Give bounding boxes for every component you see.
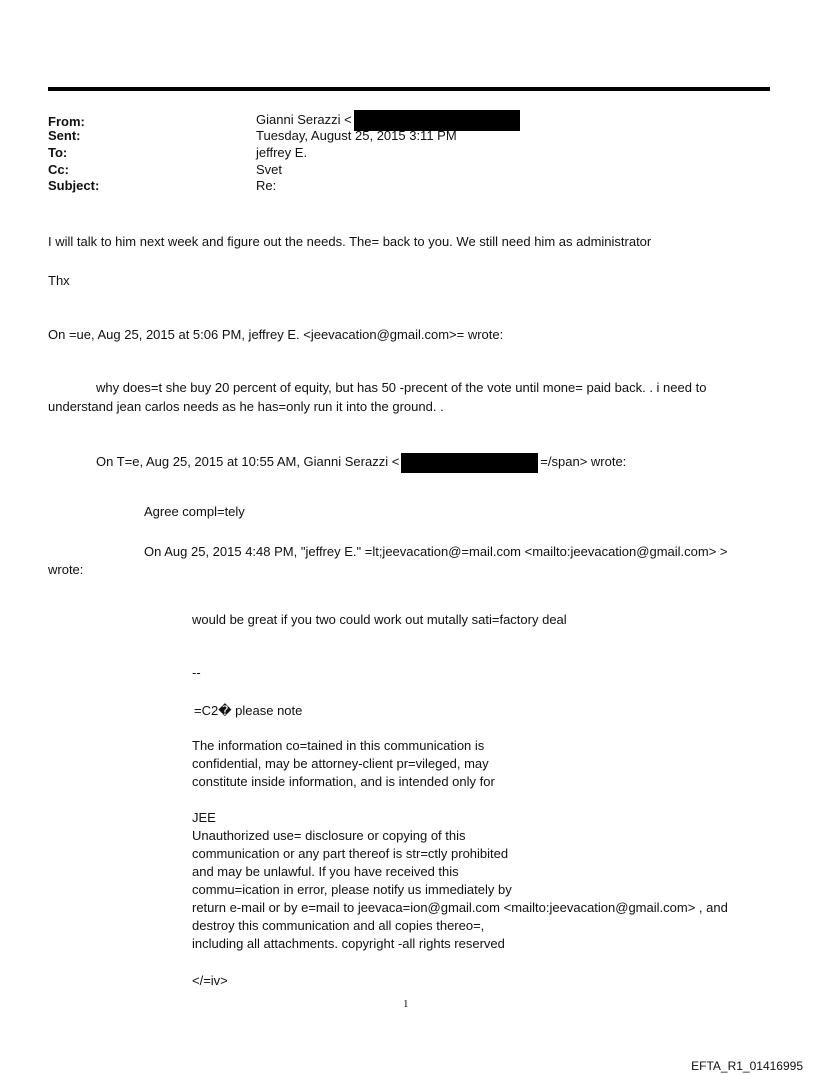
quote-header-row: [96, 452, 626, 473]
signature-dash: --: [192, 665, 201, 680]
from-label: From:: [48, 114, 85, 129]
quote-text: why does=t she buy 20 percent of equity, but has 50 -precent of the vote until mone= paid back. . i need to: [96, 380, 707, 395]
quote-header: On Aug 25, 2015 4:48 PM, "jeffrey E." =lt;jeevacation@=mail.com <mailto:jeevacation@gmail.com> >: [144, 544, 728, 559]
disclaimer-line: communication or any part thereof is str=ctly prohibited: [192, 846, 509, 861]
quote-text: understand jean carlos needs as he has=only run it into the ground. .: [48, 399, 444, 414]
disclaimer-line: The information co=tained in this communication is: [192, 738, 485, 753]
subject-value: Re:: [256, 178, 277, 193]
bates-number: EFTA_R1_01416995: [691, 1059, 803, 1073]
end-tag: </=iv>: [192, 973, 228, 988]
body-line: I will talk to him next week and figure out the needs. The= back to you. We still need him as administrator: [48, 234, 652, 249]
disclaimer-line: return e-mail or by e=mail to jeevaca=ion@gmail.com <mailto:jeevacation@gmail.com> , and: [192, 900, 728, 915]
sent-value: Tuesday, August 25, 2015 3:11 PM: [256, 128, 457, 143]
to-value: jeffrey E.: [256, 145, 308, 160]
header-rule: [48, 87, 770, 91]
cc-value: Svet: [256, 162, 283, 177]
to-label: To:: [48, 145, 68, 160]
disclaimer-block: [192, 809, 728, 953]
disclaimer-line: JEE: [192, 810, 216, 825]
disclaimer-line: commu=ication in error, please notify us immediately by: [192, 882, 512, 897]
sent-label: Sent:: [48, 128, 81, 143]
signature-note: =C2� please note: [194, 703, 303, 718]
disclaimer-line: including all attachments. copyright -all rights reserved: [192, 936, 505, 951]
disclaimer-line: destroy this communication and all copies thereo=,: [192, 918, 485, 933]
disclaimer-line: confidential, may be attorney-client pr=vileged, may: [192, 756, 489, 771]
cc-label: Cc:: [48, 162, 69, 177]
subject-label: Subject:: [48, 178, 100, 193]
quote-header: On =ue, Aug 25, 2015 at 5:06 PM, jeffrey E. <jeevacation@gmail.com>= wrote:: [48, 327, 504, 342]
from-value: Gianni Serazzi <: [256, 112, 352, 127]
quote-header: On T=e, Aug 25, 2015 at 10:55 AM, Gianni Serazzi <: [96, 454, 400, 469]
disclaimer-block: [192, 737, 495, 791]
redaction-box: [401, 453, 538, 473]
disclaimer-line: and may be unlawful. If you have received this: [192, 864, 459, 879]
disclaimer-line: constitute inside information, and is intended only for: [192, 774, 495, 789]
quote-text: would be great if you two could work out mutally sati=factory deal: [192, 612, 567, 627]
quote-header-tail: =/span> wrote:: [540, 454, 627, 469]
disclaimer-line: Unauthorized use= disclosure or copying of this: [192, 828, 466, 843]
body-thx: Thx: [48, 273, 70, 288]
page-number: 1: [403, 998, 409, 1010]
quote-text: Agree compl=tely: [144, 504, 245, 519]
quote-header-wrap: wrote:: [48, 562, 84, 577]
